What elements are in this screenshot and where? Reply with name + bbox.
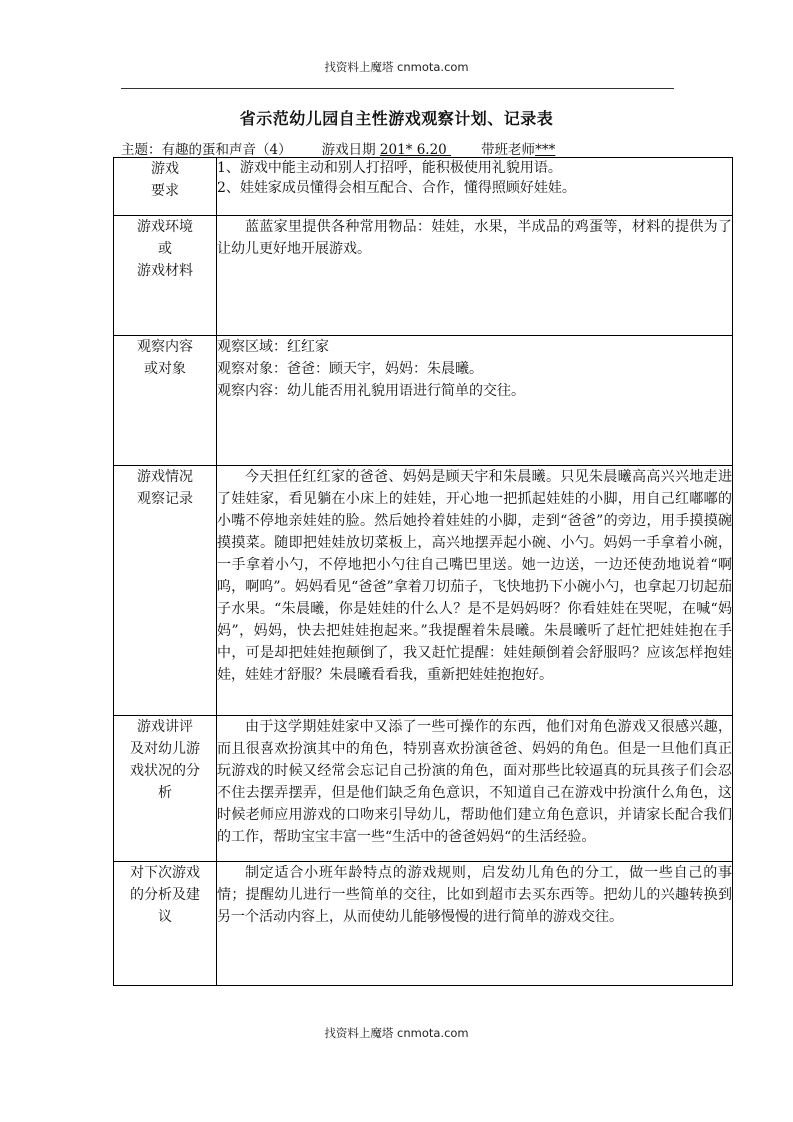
table-row: [114, 862, 733, 986]
meta-line: [121, 138, 741, 158]
table-row: [114, 158, 733, 216]
theme-value: 有趣的蛋和声音（4）: [161, 142, 292, 158]
page-footer: 找资料上魔塔 cnmota.com: [324, 1026, 469, 1040]
label-line: 游戏讲评: [137, 719, 193, 735]
label-line: 观察内容: [137, 339, 193, 355]
content-paragraph: 观察内容：幼儿能否用礼貌用语进行简单的交往。: [217, 383, 525, 399]
label-line: 或: [158, 241, 172, 257]
header-rule: [121, 88, 674, 89]
content-paragraph: 2、娃娃家成员懂得会相互配合、合作，懂得照顾好娃娃。: [217, 180, 576, 196]
page-header: 找资料上魔塔 cnmota.com: [324, 60, 469, 74]
row-label: [114, 862, 217, 986]
observation-table: [113, 157, 733, 986]
row-content: [217, 158, 733, 216]
content-paragraph: 制定适合小班年龄特点的游戏规则，启发幼儿角色的分工，做一些自己的事情；提醒幼儿进行一些简单的交往，比如到超市去买东西等。把幼儿的兴趣转换到另一个活动内容上，从而使幼儿能够慢慢的进行简单的游戏交往。: [217, 865, 732, 925]
table-row: [114, 216, 733, 336]
content-paragraph: 1、游戏中能主动和别人打招呼，能积极使用礼貌用语。: [217, 160, 562, 176]
date-label: 游戏日期: [321, 142, 376, 158]
content-paragraph: 观察对象：爸爸：顾天宇，妈妈：朱晨曦。: [217, 361, 483, 377]
row-content: [217, 336, 733, 466]
label-line: 要求: [151, 183, 179, 199]
row-label: [114, 466, 217, 716]
label-line: 戏状况的分: [130, 763, 200, 779]
label-line: 议: [158, 909, 172, 925]
label-line: 游戏材料: [137, 263, 193, 279]
label-line: 游戏情况: [137, 469, 193, 485]
table-row: [114, 336, 733, 466]
table-row: [114, 716, 733, 862]
label-line: 游戏: [151, 161, 179, 177]
row-label: [114, 336, 217, 466]
teacher-label: 带班老师: [481, 142, 536, 158]
table-row: [114, 466, 733, 716]
row-label: [114, 216, 217, 336]
label-line: 析: [158, 785, 172, 801]
row-label: [114, 716, 217, 862]
row-label: [114, 158, 217, 216]
date-value: 201* 6.20: [379, 142, 452, 158]
row-content: [217, 716, 733, 862]
document-title: 省示范幼儿园自主性游戏观察计划、记录表: [239, 109, 554, 128]
label-line: 观察记录: [137, 491, 193, 507]
content-paragraph: 观察区域：红红家: [217, 339, 329, 355]
row-content: [217, 216, 733, 336]
label-line: 的分析及建: [130, 887, 200, 903]
label-line: 游戏环境: [137, 219, 193, 235]
teacher-value: ***: [535, 142, 556, 158]
content-paragraph: 蓝蓝家里提供各种常用物品：娃娃，水果，半成品的鸡蛋等，材料的提供为了让幼儿更好地开展游戏。: [217, 219, 732, 257]
row-content: [217, 862, 733, 986]
label-line: 对下次游戏: [130, 865, 200, 881]
row-content: [217, 466, 733, 716]
theme-label: 主题：: [121, 142, 162, 158]
content-paragraph: 今天担任红红家的爸爸、妈妈是顾天宇和朱晨曦。只见朱晨曦高高兴兴地走进了娃娃家，看见躺在小床上的娃娃，开心地一把抓起娃娃的小脚，用自己红嘟嘟的小嘴不停地亲娃娃的脸。然后她拎着娃娃的小脚，走到“爸爸”的旁边，用手摸摸碗摸摸菜。随即把娃娃放切菜板上，高兴地摆弄起小碗、小勺。妈妈一手拿着小碗，一手拿着小勺，不停地把小勺往自己嘴巴里送。她一边送，一边还使劲地说着“啊呜，啊呜”。妈妈看见“爸爸”拿着刀切茄子，飞快地扔下小碗小勺，也拿起刀切起茄子水果。“朱晨曦，你是娃娃的什么人？是不是妈妈呀？你看娃娃在哭呢，在喊“妈妈”，妈妈，快去把娃娃抱起来。”我提醒着朱晨曦。朱晨曦听了赶忙把娃娃抱在手中，可是却把娃娃抱颠倒了，我又赶忙提醒：娃娃颠倒着会舒服吗？应该怎样抱娃娃，娃娃才舒服？朱晨曦看看我，重新把娃娃抱抱好。: [217, 469, 732, 683]
content-paragraph: 由于这学期娃娃家中又添了一些可操作的东西，他们对角色游戏又很感兴趣，而且很喜欢扮演其中的角色，特别喜欢扮演爸爸、妈妈的角色。但是一旦他们真正玩游戏的时候又经常会忘记自己扮演的角色，面对那些比较逼真的玩具孩子们会忍不住去摆弄摆弄，但是他们缺乏角色意识，不知道自己在游戏中扮演什么角色，这时候老师应用游戏的口吻来引导幼儿，帮助他们建立角色意识，并请家长配合我们的工作，帮助宝宝丰富一些“生活中的爸爸妈妈“的生活经验。: [217, 719, 732, 845]
label-line: 及对幼儿游: [130, 741, 200, 757]
label-line: 或对象: [144, 361, 186, 377]
